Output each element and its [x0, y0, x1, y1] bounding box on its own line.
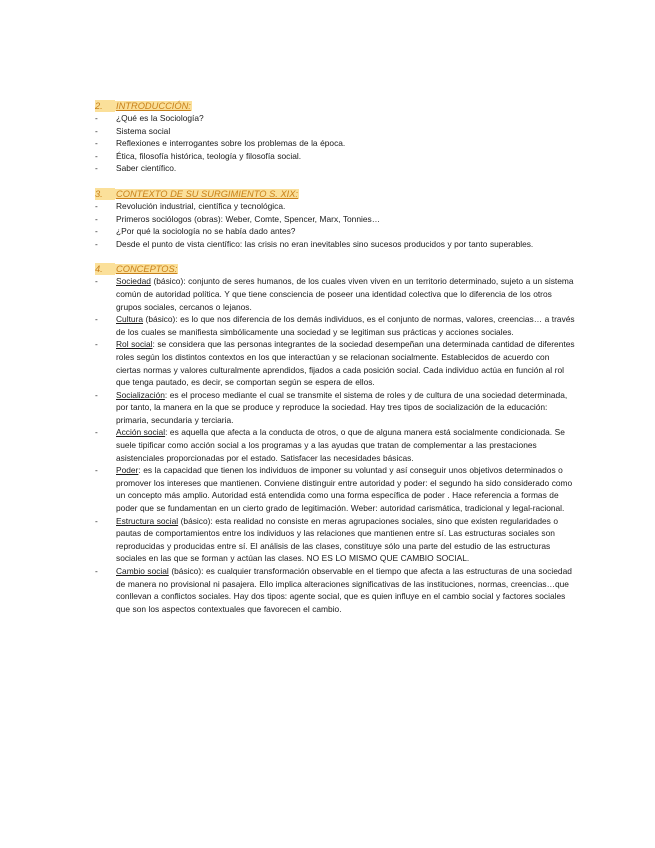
section-number: 4.: [95, 263, 115, 275]
concept-definition: : es aquella que afecta a la conducta de otros, o que de alguna manera está socialmente condicionada. Se suele tipificar como acción social a los programas y a las ayudas que tratan de complementar a las prestaciones asistenciales proporcionadas por el estado. Satisfacer las necesidades básicas.: [116, 427, 565, 463]
concept-definition: (básico): es cualquier transformación observable en el tiempo que afecta a las estructuras de una sociedad de manera no provisional ni pasajera. Ello implica alteraciones significativas de las instituciones, normas, creencias…que conllevan a conflictos sociales. Hay dos tipos: agente social, que es quien influye en el cambio social y factores sociales que son los aspectos contextuales que favorecen el cambio.: [116, 566, 572, 614]
section-heading-conceptos: [95, 263, 575, 275]
concept-term: Estructura social: [116, 515, 179, 526]
concept-term: Cambio social: [116, 566, 169, 576]
section-number: 3.: [95, 188, 115, 200]
concept-definition: (básico): conjunto de seres humanos, de los cuales viven viven en un territorio determinado, sujeto a un sistema común de autoridad política. Y que tiene consciencia de poseer una identidad colectiva que lo diferencia de los otros grupos sociales, cercanos o lejanos.: [116, 276, 574, 312]
concept-item-estructura-social: [95, 515, 575, 565]
list-item: - Saber científico.: [95, 162, 575, 175]
concept-term: Acción social: [116, 427, 166, 438]
concept-definition: : se considera que las personas integrantes de la sociedad desempeñan una determinada cantidad de diferentes roles según los distintos contextos en los que interactúan y se relacionan socialmente. Establecidos de acuerdo con ciertas normas y valores culturalmente aprendidos, fijados a cada posición social. Cada individuo actúa en función al rol que tenga pautado, es decir, se comportan según se espera de ellos.: [116, 339, 575, 388]
concept-term: Socialización: [116, 389, 165, 400]
document-content: [95, 100, 575, 615]
list-item: - Reflexiones e interrogantes sobre los problemas de la época.: [95, 137, 575, 150]
concept-definition: : es el proceso mediante el cual se transmite el sistema de roles y de cultura de una sociedad determinada, por tanto, la manera en la que se produce y reproduce la sociedad. Hay tres tipos de socialización de la educación: primaria, secundaria y terciaria.: [116, 389, 568, 425]
list-item: - ¿Qué es la Sociología?: [95, 112, 575, 125]
concept-definition: (básico): es lo que nos diferencia de los demás individuos, es el conjunto de normas, valores, creencias… a través de los cuales se manifiesta simbólicamente una sociedad y se legitiman sus prácticas y acciones sociales.: [116, 314, 575, 337]
list-item: - Revolución industrial, científica y tecnológica.: [95, 200, 575, 213]
concept-item-cultura: [95, 313, 575, 338]
conceptos-list: [95, 275, 575, 615]
concept-item-accion-social: [95, 426, 575, 464]
section-title: CONCEPTOS:: [116, 264, 178, 275]
list-item: - ¿Por qué la sociología no se había dado antes?: [95, 225, 575, 238]
list-item: - Desde el punto de vista científico: las crisis no eran inevitables sino sucesos producidos y por tanto superables.: [95, 238, 575, 251]
section-heading-introduccion: [95, 100, 575, 112]
list-item: - Primeros sociólogos (obras): Weber, Comte, Spencer, Marx, Tonnies…: [95, 213, 575, 226]
section-title: INTRODUCCIÓN:: [116, 101, 191, 111]
concept-term: Cultura: [116, 314, 143, 325]
section-heading-contexto: [95, 188, 575, 200]
section-number: 2.: [95, 100, 115, 112]
concept-item-cambio-social: [95, 565, 575, 615]
concept-item-poder: [95, 464, 575, 514]
concept-term: Rol social: [116, 339, 153, 350]
list-item: - Ética, filosofía histórica, teología y filosofía social.: [95, 150, 575, 163]
section-title: CONTEXTO DE SU SURGIMIENTO S. XIX:: [116, 188, 299, 199]
contexto-list: [95, 200, 575, 250]
concept-term: Sociedad: [116, 276, 151, 287]
concept-item-sociedad: [95, 275, 575, 313]
concept-item-socializacion: [95, 389, 575, 427]
introduccion-list: [95, 112, 575, 175]
concept-definition: (básico): esta realidad no consiste en meras agrupaciones sociales, sino que existen regularidades o pautas de comportamientos entre los individuos y las relaciones que mantienen entre sí. Las estructuras sociales son reproducidas y producidas entre sí. El análisis de las clases, constituye sólo una parte del estudio de las estructuras sociales en las que se forman y actúan las clases. NO ES LO MISMO QUE CAMBIO SOCIAL.: [116, 515, 559, 564]
list-item: - Sistema social: [95, 125, 575, 138]
concept-definition: : es la capacidad que tienen los individuos de imponer su voluntad y así conseguir unos objetivos determinados o promover los intereses que mantienen. Conviene distinguir entre autoridad y poder: el segundo ha sido considerado como un concepto más amplio. Autoridad está entendida como una forma específica de poder . Hace referencia a formas de poder que se fundamentan en un cierto grado de legitimación. Weber: autoridad carismática, tradicional y legal-racional.: [116, 465, 573, 514]
concept-term: Poder: [116, 465, 139, 476]
concept-item-rol-social: [95, 338, 575, 388]
